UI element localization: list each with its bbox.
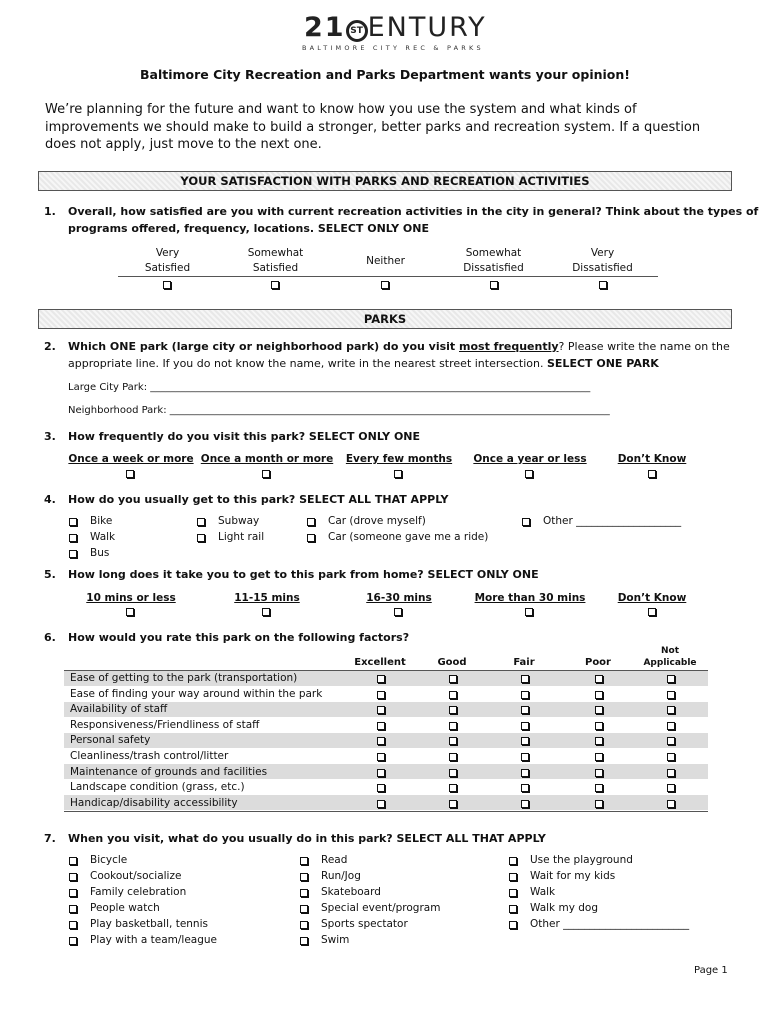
q6-number: 6.	[44, 631, 56, 644]
q4-checkbox[interactable]	[307, 518, 315, 526]
q6-factor-label: Ease of finding your way around within the park	[70, 687, 323, 700]
q1-label-line: Very	[590, 247, 615, 259]
q6-rating-checkbox[interactable]	[377, 753, 385, 761]
q5-checkbox[interactable]	[648, 608, 656, 616]
q6-rating-checkbox[interactable]	[449, 769, 457, 777]
section-header-satisfaction: YOUR SATISFACTION WITH PARKS AND RECREATION ACTIVITIES	[38, 171, 732, 191]
q6-rating-checkbox[interactable]	[449, 691, 457, 699]
q6-rating-checkbox[interactable]	[521, 769, 529, 777]
q6-rating-checkbox[interactable]	[377, 800, 385, 808]
q6-rating-checkbox[interactable]	[377, 769, 385, 777]
q6-rating-checkbox[interactable]	[595, 706, 603, 714]
q6-factor-label: Ease of getting to the park (transportation)	[70, 672, 298, 684]
q7-checkbox[interactable]	[300, 873, 308, 881]
q7-option-label: Sports spectator	[321, 917, 408, 930]
neighborhood-park-field[interactable]: Neighborhood Park: ________________________________________________________________________________________	[68, 405, 610, 416]
q6-rating-checkbox[interactable]	[667, 737, 675, 745]
q6-rating-checkbox[interactable]	[595, 769, 603, 777]
q5-option-label: 11-15 mins	[234, 592, 300, 604]
q4-option-label: Walk	[90, 531, 116, 543]
q6-rating-checkbox[interactable]	[521, 800, 529, 808]
q6-rating-checkbox[interactable]	[377, 675, 385, 683]
q7-checkbox[interactable]	[69, 873, 77, 881]
q6-factor-label: Cleanliness/trash control/litter	[70, 750, 229, 762]
q6-rating-checkbox[interactable]	[521, 737, 529, 745]
q6-rating-checkbox[interactable]	[667, 722, 675, 730]
q6-rating-checkbox[interactable]	[521, 706, 529, 714]
q1-label-line: Somewhat	[247, 247, 304, 259]
q3-text: How frequently do you visit this park? SELECT ONLY ONE	[68, 430, 421, 443]
q6-rating-checkbox[interactable]	[667, 800, 675, 808]
q1-checkbox[interactable]	[490, 281, 498, 289]
q7-checkbox[interactable]	[69, 921, 77, 929]
q5-checkbox[interactable]	[262, 608, 270, 616]
q5-checkbox[interactable]	[394, 608, 402, 616]
q6-rating-checkbox[interactable]	[667, 691, 675, 699]
q6-col-header: Good	[437, 657, 467, 668]
q4-checkbox[interactable]	[197, 534, 205, 542]
q6-factor-label: Landscape condition (grass, etc.)	[70, 781, 245, 794]
q1-checkbox[interactable]	[381, 281, 389, 289]
logo-st-circle: ST	[346, 20, 368, 42]
q1-option-label	[555, 246, 650, 276]
q6-rating-checkbox[interactable]	[377, 722, 385, 730]
q3-option-label: Every few months	[345, 453, 453, 465]
q4-option-label: Car (drove myself)	[328, 515, 426, 527]
q6-col-header-line: Not	[660, 646, 680, 656]
q7-option-label: Walk	[530, 885, 556, 898]
q4-text: How do you usually get to this park? SELECT ALL THAT APPLY	[68, 493, 449, 506]
q6-factor-label: Maintenance of grounds and facilities	[70, 765, 268, 778]
q7-option-label: Swim	[321, 933, 350, 946]
q7-option-label: Bicycle	[90, 854, 128, 866]
q3-number: 3.	[44, 430, 56, 443]
q6-rating-checkbox[interactable]	[521, 784, 529, 792]
q6-col-header-na	[640, 645, 700, 669]
q6-rating-checkbox[interactable]	[449, 784, 457, 792]
q7-option-label: Read	[321, 854, 348, 866]
q5-option-label: 10 mins or less	[86, 592, 176, 604]
q6-rating-checkbox[interactable]	[595, 722, 603, 730]
q7-checkbox[interactable]	[300, 857, 308, 865]
q6-factor-label: Personal safety	[70, 734, 151, 747]
logo-number: 21	[304, 12, 346, 43]
intro-text	[45, 101, 700, 154]
q5-option-label: 16-30 mins	[366, 592, 432, 604]
q7-option-label: Other ________________________	[530, 917, 690, 930]
q7-checkbox[interactable]	[69, 857, 77, 865]
q6-rating-checkbox[interactable]	[667, 784, 675, 792]
q6-row-shade	[64, 733, 708, 748]
q7-option-label: Skateboard	[321, 885, 381, 898]
q7-option-label: People watch	[90, 901, 160, 914]
q7-checkbox[interactable]	[300, 905, 308, 913]
q7-checkbox[interactable]	[69, 889, 77, 897]
q1-label-line: Satisfied	[144, 262, 191, 274]
q3-option-label: Once a month or more	[200, 453, 334, 465]
q7-option-label: Walk my dog	[530, 901, 599, 914]
logo-word: ENTURY	[367, 12, 487, 43]
q6-rating-checkbox[interactable]	[449, 737, 457, 745]
q5-number: 5.	[44, 568, 56, 581]
q4-checkbox[interactable]	[522, 518, 530, 526]
q6-rating-checkbox[interactable]	[667, 769, 675, 777]
q1-divider	[118, 276, 658, 277]
q1-label-line: Very	[155, 247, 180, 259]
q3-checkbox[interactable]	[262, 470, 270, 478]
q4-number: 4.	[44, 493, 56, 506]
q6-col-header-line: Applicable	[643, 658, 697, 668]
q5-option-label: Don’t Know	[617, 592, 687, 604]
q3-checkbox[interactable]	[126, 470, 134, 478]
q2-text-part: appropriate line. If you do not know the name, write in the nearest street intersection.	[68, 357, 547, 370]
q6-rating-checkbox[interactable]	[521, 753, 529, 761]
q7-checkbox[interactable]	[509, 873, 517, 881]
q4-checkbox[interactable]	[69, 534, 77, 542]
q3-option-label: Once a year or less	[473, 453, 587, 465]
q2-number: 2.	[44, 340, 56, 353]
q7-checkbox[interactable]	[300, 937, 308, 945]
q4-checkbox[interactable]	[69, 518, 77, 526]
q7-checkbox[interactable]	[69, 905, 77, 913]
q7-checkbox[interactable]	[300, 921, 308, 929]
q6-rating-checkbox[interactable]	[667, 706, 675, 714]
q6-rating-checkbox[interactable]	[595, 737, 603, 745]
q6-rating-checkbox[interactable]	[377, 737, 385, 745]
q4-checkbox[interactable]	[307, 534, 315, 542]
q6-rating-checkbox[interactable]	[521, 675, 529, 683]
q6-rating-checkbox[interactable]	[595, 800, 603, 808]
q1-text	[68, 203, 758, 237]
q6-col-header: Fair	[513, 657, 535, 668]
q4-option-label: Light rail	[218, 531, 265, 543]
intro-line: We’re planning for the future and want to know how you use the system and what kinds of	[45, 102, 637, 117]
q1-option-label	[228, 246, 323, 276]
q3-checkbox[interactable]	[394, 470, 402, 478]
q6-rating-checkbox[interactable]	[667, 675, 675, 683]
q6-rating-checkbox[interactable]	[667, 753, 675, 761]
q7-option-label: Wait for my kids	[530, 869, 616, 882]
q1-line: programs offered, frequency, locations. SELECT ONLY ONE	[68, 222, 429, 235]
q7-checkbox[interactable]	[69, 937, 77, 945]
q7-option-label: Family celebration	[90, 885, 187, 898]
q1-number: 1.	[44, 205, 56, 218]
q1-checkbox[interactable]	[163, 281, 171, 289]
q1-option-label	[120, 246, 215, 276]
q5-text: How long does it take you to get to this park from home? SELECT ONLY ONE	[68, 568, 539, 581]
q7-checkbox[interactable]	[300, 889, 308, 897]
q2-text-part: Which ONE park (large city or neighborhood park) do you visit	[68, 340, 460, 353]
q2-text-emphasis: most frequently	[459, 340, 559, 353]
q6-factor-label: Responsiveness/Friendliness of staff	[70, 718, 260, 731]
q3-option-label: Don’t Know	[617, 453, 687, 465]
q1-checkbox[interactable]	[271, 281, 279, 289]
q6-bottom-divider	[64, 811, 708, 812]
q3-checkbox[interactable]	[525, 470, 533, 478]
q6-rating-checkbox[interactable]	[521, 722, 529, 730]
q6-rating-checkbox[interactable]	[449, 706, 457, 714]
q4-checkbox[interactable]	[197, 518, 205, 526]
intro-line: improvements we should make to build a stronger, better parks and recreation system. If a question	[45, 119, 701, 135]
q4-option-label: Subway	[218, 515, 260, 527]
q1-label-line: Dissatisfied	[572, 262, 633, 274]
q4-option-label: Other ____________________	[543, 515, 682, 527]
q6-rating-checkbox[interactable]	[449, 675, 457, 683]
q5-checkbox[interactable]	[126, 608, 134, 616]
q6-rating-checkbox[interactable]	[595, 784, 603, 792]
q1-line: Overall, how satisfied are you with current recreation activities in the city in general? Think about the types of	[68, 205, 759, 218]
q6-text: How would you rate this park on the following factors?	[68, 631, 410, 644]
page-title: Baltimore City Recreation and Parks Department wants your opinion!	[140, 67, 630, 82]
q3-option-label: Once a week or more	[68, 453, 194, 465]
q1-label-line: Somewhat	[465, 247, 522, 259]
q6-rating-checkbox[interactable]	[449, 722, 457, 730]
q7-option-label: Special event/program	[321, 901, 441, 914]
q6-rating-checkbox[interactable]	[449, 753, 457, 761]
q1-label-line: Dissatisfied	[463, 262, 524, 274]
q6-rating-checkbox[interactable]	[377, 706, 385, 714]
q6-rating-checkbox[interactable]	[449, 800, 457, 808]
q7-checkbox[interactable]	[509, 857, 517, 865]
q5-option-label: More than 30 mins	[474, 592, 586, 604]
q3-checkbox[interactable]	[648, 470, 656, 478]
q6-rating-checkbox[interactable]	[377, 691, 385, 699]
q6-rating-checkbox[interactable]	[595, 691, 603, 699]
q7-option-label: Cookout/socialize	[90, 869, 182, 882]
q2-text	[68, 338, 730, 372]
q6-rating-checkbox[interactable]	[521, 691, 529, 699]
q4-checkbox[interactable]	[69, 550, 77, 558]
q2-text-part: SELECT ONE PARK	[547, 357, 659, 370]
q1-option-label	[338, 254, 433, 269]
q1-option-label	[446, 246, 541, 276]
q2-text-part: ? Please write the name on the	[558, 340, 730, 353]
q7-option-label: Play basketball, tennis	[90, 917, 208, 930]
q7-checkbox[interactable]	[509, 905, 517, 913]
page-number: Page 1	[694, 965, 728, 976]
q1-label-line: Neither	[366, 255, 405, 267]
q6-factor-label: Availability of staff	[70, 703, 168, 716]
q4-option-label: Bus	[90, 547, 110, 559]
q6-rating-checkbox[interactable]	[595, 753, 603, 761]
q4-option-label: Bike	[90, 515, 113, 527]
q5-checkbox[interactable]	[525, 608, 533, 616]
q6-col-header: Excellent	[354, 657, 406, 668]
logo-wordmark	[304, 12, 487, 43]
q1-checkbox[interactable]	[599, 281, 607, 289]
q7-text: When you visit, what do you usually do in this park? SELECT ALL THAT APPLY	[68, 832, 546, 845]
q6-rating-checkbox[interactable]	[595, 675, 603, 683]
q4-option-label: Car (someone gave me a ride)	[328, 531, 489, 543]
large-city-park-field[interactable]: Large City Park: ________________________________________________________________________________________	[68, 382, 591, 393]
q6-factor-label: Handicap/disability accessibility	[70, 796, 238, 809]
logo-subtitle: BALTIMORE CITY REC & PARKS	[302, 44, 484, 52]
q6-rating-checkbox[interactable]	[377, 784, 385, 792]
q7-option-label: Use the playground	[530, 854, 633, 866]
q7-option-label: Play with a team/league	[90, 933, 217, 946]
q7-checkbox[interactable]	[509, 921, 517, 929]
q7-option-label: Run/Jog	[321, 869, 361, 882]
q7-checkbox[interactable]	[509, 889, 517, 897]
section-header-parks: PARKS	[38, 309, 732, 329]
intro-line: does not apply, just move to the next one.	[45, 137, 322, 152]
q6-col-header: Poor	[584, 657, 611, 668]
q1-label-line: Satisfied	[252, 262, 299, 274]
q7-number: 7.	[44, 832, 56, 845]
